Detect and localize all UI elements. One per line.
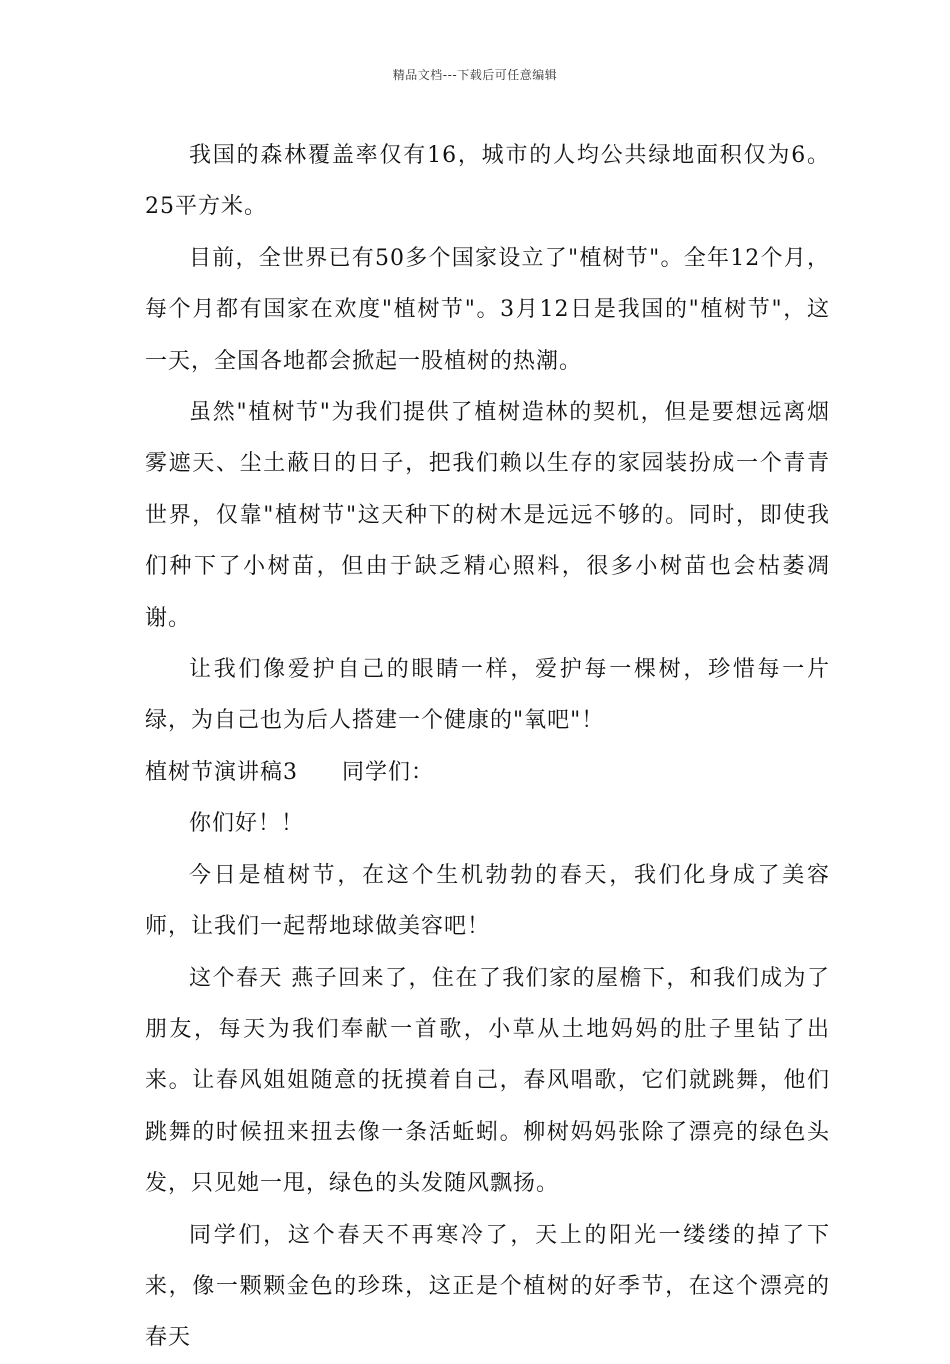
document-body xyxy=(145,130,830,1364)
paragraph-arbor-day-world: 目前，全世界已有50多个国家设立了"植树节"。全年12个月，每个月都有国家在欢度"植树节"。3月12日是我国的"植树节"，这一天，全国各地都会掀起一股植树的热潮。 xyxy=(145,245,830,374)
paragraph-good-season: 同学们，这个春天不再寒冷了，天上的阳光一缕缕的掉了下来，像一颗颗金色的珍珠，这正是个植树的好季节，在这个漂亮的春天 xyxy=(145,1222,830,1351)
speech-greeting: 同学们： xyxy=(342,759,435,785)
speech-title: 植树节演讲稿3 xyxy=(145,759,298,785)
speech-heading xyxy=(145,747,830,798)
paragraph-hello: 你们好！！ xyxy=(189,811,305,837)
paragraph-forest-coverage: 我国的森林覆盖率仅有16，城市的人均公共绿地面积仅为6。25平方米。 xyxy=(145,143,830,220)
paragraph-protect-trees: 让我们像爱护自己的眼睛一样，爱护每一棵树，珍惜每一片绿，为自己也为后人搭建一个健康的"氧吧"！ xyxy=(145,657,830,734)
paragraph-today-arbor-day: 今日是植树节，在这个生机勃勃的春天，我们化身成了美容师，让我们一起帮地球做美容吧！ xyxy=(145,862,830,940)
page-header: 精品文档---下载后可任意编辑 xyxy=(392,68,558,82)
paragraph-spring-scene: 这个春天 燕子回来了，住在了我们家的屋檐下，和我们成为了朋友，每天为我们奉献一首歌，小草从土地妈妈的肚子里钻了出来。让春风姐姐随意的抚摸着自己，春风唱歌，它们就跳舞，他们跳舞的时候扭来扭去像一条活蚯蚓。柳树妈妈张除了漂亮的绿色头发，只见她一甩，绿色的头发随风飘扬。 xyxy=(145,965,830,1197)
paragraph-not-enough: 虽然"植树节"为我们提供了植树造林的契机，但是要想远离烟雾遮天、尘土蔽日的日子，把我们赖以生存的家园装扮成一个青青世界，仅靠"植树节"这天种下的树木是远远不够的。同时，即使我们种下了小树苗，但由于缺乏精心照料，很多小树苗也会枯萎凋谢。 xyxy=(145,400,830,631)
